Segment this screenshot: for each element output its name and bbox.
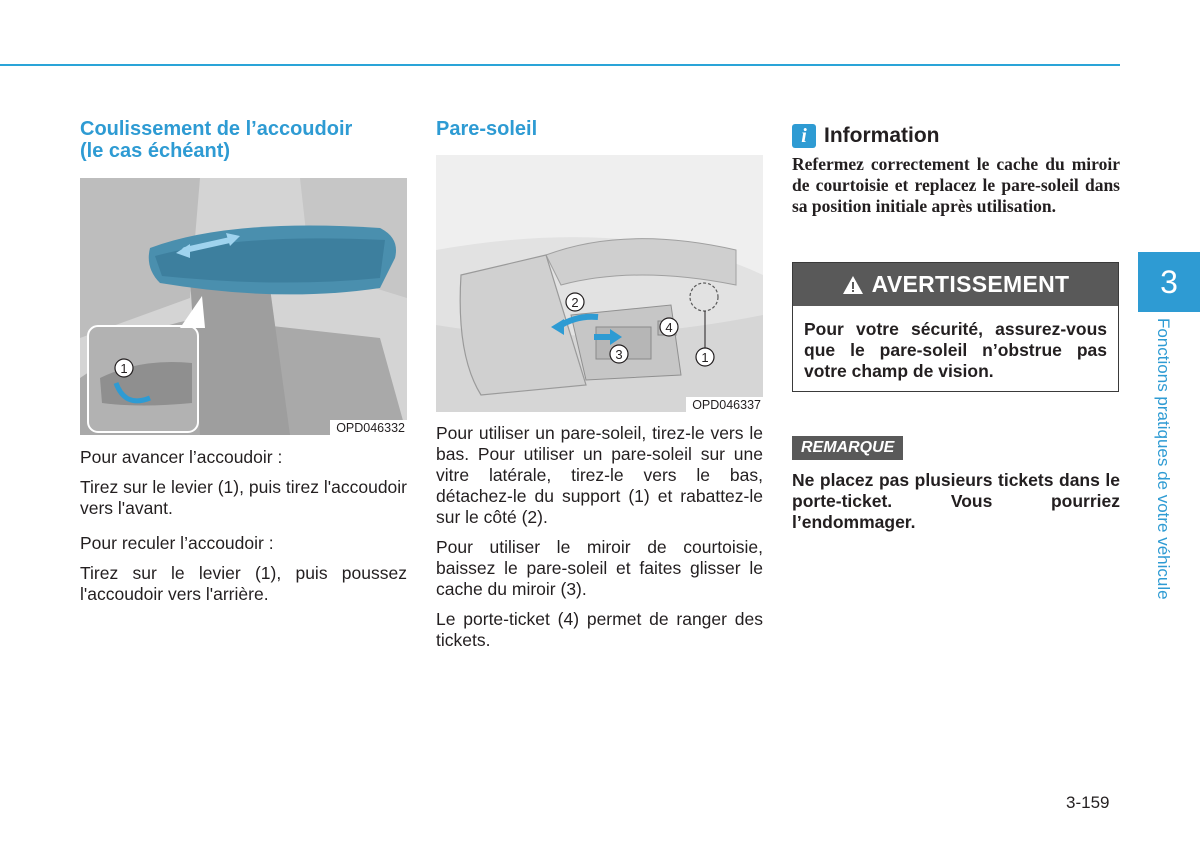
sunvisor-body [436, 423, 763, 651]
top-rule [0, 64, 1120, 66]
armrest-body [80, 447, 407, 605]
warning-triangle-icon [842, 275, 864, 295]
sunvisor-section [436, 118, 763, 660]
sunvisor-callout-1: 1 [701, 350, 709, 365]
warning-title: AVERTISSEMENT [871, 271, 1070, 297]
armrest-title-line1: Coulissement de l’accoudoir [80, 118, 353, 140]
information-header [792, 124, 1120, 148]
armrest-paragraph: Tirez sur le levier (1), puis tirez l'accoudoir vers l'avant. [80, 477, 407, 518]
sunvisor-callout-3: 3 [615, 347, 623, 362]
chapter-label: Fonctions pratiques de votre véhicule [1154, 318, 1173, 600]
warning-box [792, 262, 1119, 392]
armrest-illustration [80, 178, 407, 435]
remarque-text: Ne placez pas plusieurs tickets dans le porte-ticket. Vous pourriez l’endommager. [792, 470, 1120, 532]
sunvisor-figure [436, 155, 763, 412]
chapter-number-tab: 3 [1138, 252, 1200, 312]
sunvisor-callout-2: 2 [571, 295, 579, 310]
warning-text: Pour votre sécurité, assurez-vous que le pare-soleil n’obstrue pas votre champ de vision. [804, 319, 1107, 381]
armrest-figure-code: OPD046332 [330, 420, 407, 435]
armrest-title-line2: (le cas échéant) [80, 140, 231, 162]
information-block [792, 124, 1120, 217]
remarque-badge: REMARQUE [792, 436, 903, 460]
page-number: 3-159 [1066, 793, 1110, 812]
sunvisor-paragraph: Le porte-ticket (4) permet de ranger des tickets. [436, 609, 763, 650]
information-text: Refermez correctement le cache du miroir de courtoisie et replacez le pare-soleil dans sa position initiale après utilisation. [792, 154, 1120, 216]
sunvisor-title: Pare-soleil [436, 118, 538, 140]
armrest-paragraph: Pour reculer l’accoudoir : [80, 533, 274, 553]
sunvisor-paragraph: Pour utiliser un pare-soleil, tirez-le vers le bas. Pour utiliser un pare-soleil sur une vitre latérale, tirez-le vers le bas, détachez-le du support (1) et rabattez-le sur le côté (2). [436, 423, 763, 527]
armrest-paragraph: Pour avancer l’accoudoir : [80, 447, 283, 467]
armrest-paragraph: Tirez sur le levier (1), puis poussez l'accoudoir vers l'arrière. [80, 563, 407, 604]
warning-header [793, 263, 1118, 306]
armrest-figure [80, 178, 407, 435]
sunvisor-paragraph: Pour utiliser le miroir de courtoisie, baissez le pare-soleil et faites glisser le cache du miroir (3). [436, 537, 763, 599]
armrest-callout-1: 1 [120, 361, 128, 376]
information-title: Information [824, 124, 940, 147]
armrest-title [80, 118, 407, 162]
sunvisor-illustration [436, 155, 763, 412]
sunvisor-callout-4: 4 [665, 320, 673, 335]
info-icon: i [792, 124, 816, 148]
armrest-section [80, 118, 407, 614]
sunvisor-figure-code: OPD046337 [686, 397, 763, 412]
